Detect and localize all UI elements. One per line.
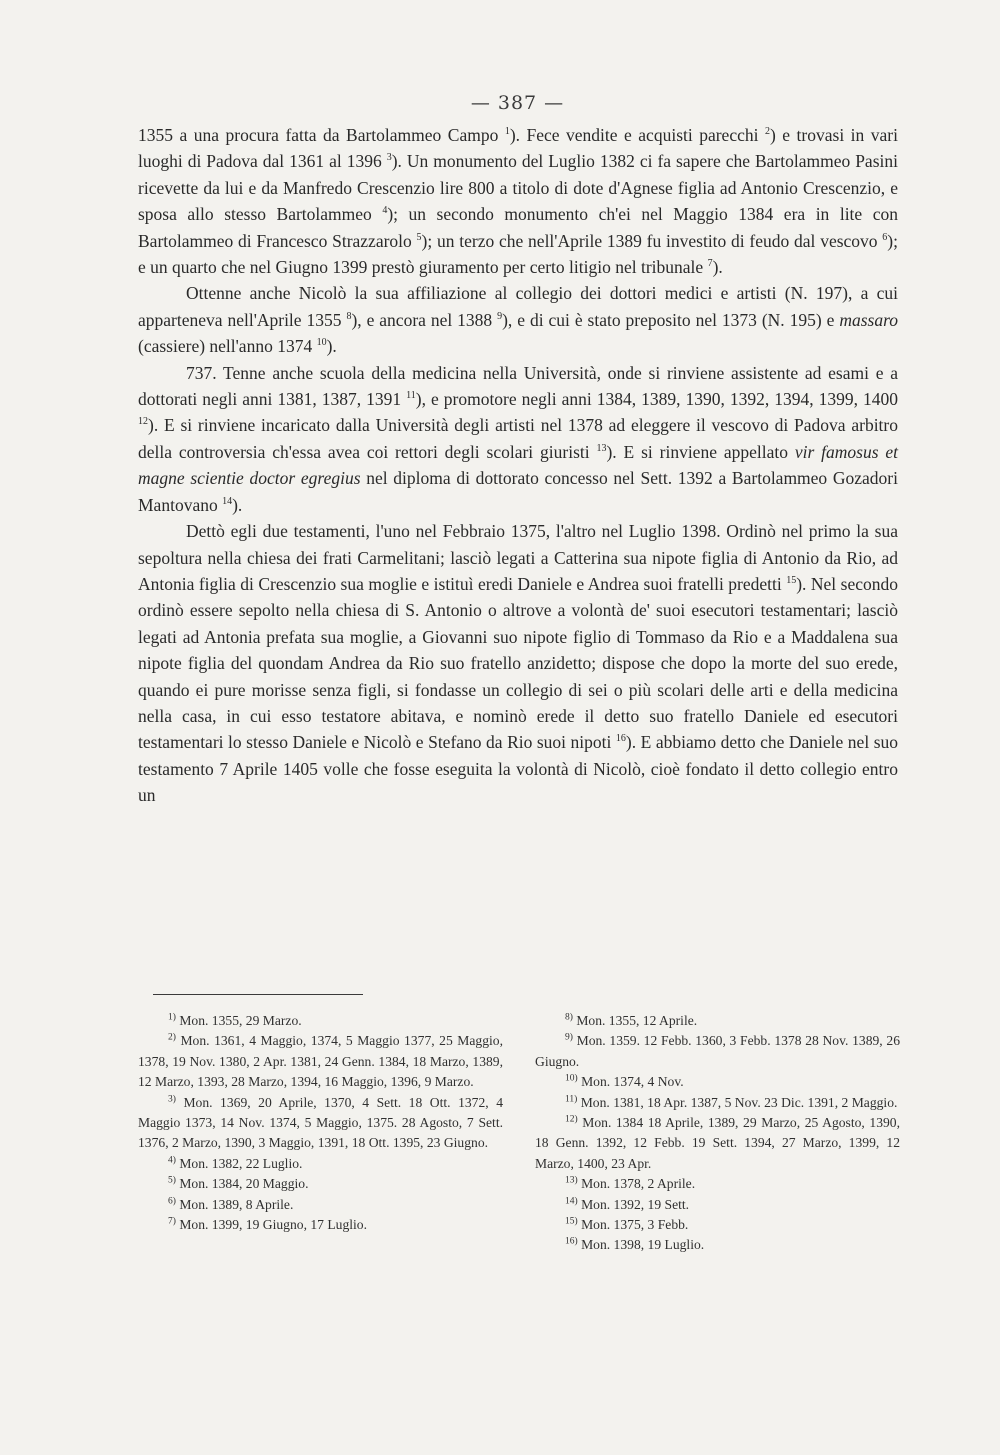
footnote-mark: 14) (565, 1196, 578, 1207)
text-run: ) e trovasi in vari luoghi di Padova dal 1361 al 1396 (138, 125, 898, 172)
text-run: ). (326, 336, 337, 357)
footnote-text: Mon. 1369, 20 Aprile, 1370, 4 Sett. 18 Ott. 1372, 4 Maggio 1373, 14 Nov. 1374, 5 Maggio, 1375. 28 Agosto, 7 Sett. 1376, 2 Marzo, 1390, 3 Maggio, 1391, 18 Ott. 1395, 23 Giugno. (138, 1094, 503, 1151)
footnote-mark: 13) (565, 1175, 578, 1186)
footnote-ref: 12 (138, 416, 148, 428)
footnote-ref: 4 (382, 205, 388, 217)
footnote-mark: 8) (565, 1012, 573, 1023)
text-run: 1355 a una procura fatta da Bartolammeo Campo (138, 125, 505, 145)
footnote-text: Mon. 1381, 18 Apr. 1387, 5 Nov. 23 Dic. 1391, 2 Maggio. (580, 1094, 898, 1110)
text-run: nel diploma di dottorato concesso nel Sett. 1392 a Bartolammeo Gozadori Mantovano (138, 468, 898, 515)
footnote-ref: 9 (497, 311, 503, 323)
footnote-ref: 3 (386, 152, 392, 164)
footnote-ref: 15 (786, 575, 797, 587)
paragraph-3 (138, 360, 898, 518)
paragraph-1 (138, 122, 898, 280)
footnote-ref: 16 (615, 733, 626, 745)
footnote-mark: 10) (565, 1073, 578, 1084)
footnote-ref: 1 (504, 126, 510, 138)
footnote-ref: 14 (222, 495, 233, 507)
footnote-text: Mon. 1399, 19 Giugno, 17 Luglio. (179, 1217, 367, 1233)
footnote-ref: 10 (316, 337, 327, 349)
footnotes-right-column (535, 1011, 900, 1256)
footnote-text: Mon. 1361, 4 Maggio, 1374, 5 Maggio 1377, 25 Maggio, 1378, 19 Nov. 1380, 2 Apr. 1381, 24 Genn. 1384, 18 Marzo, 1389, 12 Marzo, 1393, 28 Marzo, 1394, 16 Maggio, 1396, 9 Marzo. (138, 1033, 503, 1090)
text-run: ); e un quarto che nel Giugno 1399 prestò giuramento per certo litigio nel tribunale (138, 230, 898, 278)
footnote-text: Mon. 1359. 12 Febb. 1360, 3 Febb. 1378 28 Nov. 1389, 26 Giugno. (535, 1033, 900, 1069)
main-text (138, 122, 898, 809)
footnote-text: Mon. 1384 18 Aprile, 1389, 29 Marzo, 25 Agosto, 1390, 18 Genn. 1392, 12 Febb. 19 Sett. 1394, 27 Marzo, 1399, 12 Marzo, 1400, 23 Apr. (535, 1115, 900, 1171)
footnote (138, 1154, 503, 1174)
footnote-divider (153, 994, 363, 995)
footnote-text: Mon. 1355, 29 Marzo. (179, 1013, 302, 1028)
footnote-mark: 16) (565, 1236, 578, 1247)
footnote-text: Mon. 1382, 22 Luglio. (179, 1155, 303, 1171)
footnote-text: Mon. 1374, 4 Nov. (581, 1074, 684, 1090)
text-run: 737. Tenne anche scuola della medicina nella Università, onde si rinviene assistente ad esami e a dottorati negli anni 1381, 1387, 1391 (138, 362, 898, 410)
text-run: ); un terzo che nell'Aprile 1389 fu investito di feudo dal vescovo (421, 230, 883, 251)
footnote-text: Mon. 1355, 12 Aprile. (576, 1013, 698, 1028)
footnote-ref: 5 (416, 231, 422, 243)
text-run: ). Fece vendite e acquisti parecchi (509, 125, 765, 145)
text-run: ). (712, 257, 723, 278)
footnote (138, 1195, 503, 1215)
footnote (138, 1093, 503, 1154)
footnote (535, 1235, 900, 1255)
footnote-mark: 9) (565, 1032, 573, 1043)
footnote-text: Mon. 1375, 3 Febb. (581, 1217, 689, 1233)
text-run: ), e ancora nel 1388 (351, 309, 498, 330)
paragraph-4 (138, 518, 898, 808)
footnote-ref: 6 (882, 231, 888, 243)
text-run: Dettò egli due testamenti, l'uno nel Febbraio 1375, l'altro nel Luglio 1398. Ordinò nel primo la sua sepoltura nella chiesa dei frati Carmelitani; lasciò legati a Catterina sua nipote figlia di Antonio da Rio, ad Antonia figlia di Crescenzio sua moglie e istituì eredi Daniele e Andrea suoi fratelli predetti (138, 521, 898, 594)
footnote-mark: 2) (168, 1032, 176, 1043)
text-run: ). E si rinviene incaricato dalla Università degli artisti nel 1378 ad eleggere il vescovo di Padova arbitro della controversia ch'essa avea coi rettori degli scolari giuristi (138, 415, 898, 462)
text-run: ). E si rinviene appellato (606, 441, 795, 462)
text-run: ). (232, 494, 243, 515)
text-run: ); un secondo monumento ch'ei nel Maggio 1384 era in lite con Bartolammeo di Francesco Strazzarolo (138, 204, 898, 251)
footnote-text: Mon. 1389, 8 Aprile. (179, 1196, 294, 1212)
footnotes-left-column (138, 1011, 503, 1235)
footnote-mark: 5) (168, 1175, 176, 1186)
footnote-mark: 1) (168, 1012, 176, 1023)
footnote (535, 1113, 900, 1174)
text-run: ), e di cui è stato preposito nel 1373 (N. 195) e (502, 309, 840, 330)
page-number: — 387 — (470, 92, 565, 114)
footnote-mark: 4) (168, 1155, 176, 1166)
footnote (138, 1031, 503, 1092)
footnote-ref: 11 (406, 390, 416, 402)
footnote-mark: 6) (168, 1196, 176, 1207)
footnote (535, 1072, 900, 1092)
footnote-ref: 2 (764, 126, 770, 138)
text-run: ). Nel secondo ordinò essere sepolto nella chiesa di S. Antonio o altrove a volontà de' suoi esecutori testamentari; lasciò legati ad Antonia prefata sua moglie, a Giovanni suo nipote figlio di Tommaso da Rio e a Maddalena sua nipote figlia del quondam Andrea da Rio suo fratello anzidetto; dispose che dopo la morte del suo erede, quando ei pure morisse senza figli, si fondasse un collegio di sei o più scolari delle arti e della medicina nella casa, in cui esso testatore abitava, e nominò erede il detto suo fratello Daniele ed esecutori testamentari lo stesso Daniele e Nicolò e Stefano da Rio suoi nipoti (138, 573, 898, 753)
footnote (138, 1011, 503, 1031)
footnote-ref: 13 (596, 443, 607, 455)
footnote (535, 1093, 900, 1113)
footnote-text: Mon. 1398, 19 Luglio. (581, 1237, 705, 1253)
italic-quote: vir famosus et magne scientie doctor egregius (138, 441, 898, 489)
footnote-text: Mon. 1392, 19 Sett. (581, 1196, 690, 1212)
footnote-mark: 12) (565, 1114, 578, 1125)
footnote (138, 1174, 503, 1194)
footnote-ref: 7 (707, 258, 713, 270)
footnote-ref: 8 (346, 311, 352, 323)
footnote (535, 1215, 900, 1235)
text-run: (cassiere) nell'anno 1374 (138, 336, 317, 357)
footnote (535, 1174, 900, 1194)
footnote-mark: 11) (565, 1094, 578, 1105)
footnote-mark: 15) (565, 1216, 578, 1227)
italic-term: massaro (839, 309, 898, 330)
footnote-text: Mon. 1384, 20 Maggio. (179, 1176, 309, 1192)
text-run: ). Un monumento del Luglio 1382 ci fa sapere che Bartolammeo Pasini ricevette da lui e da Manfredo Crescenzio lire 800 a titolo di dote d'Agnese figlia ad Antonio Crescenzio, e sposa allo stesso Bartolammeo (138, 151, 898, 225)
footnote (535, 1011, 900, 1031)
text-run: ), e promotore negli anni 1384, 1389, 1390, 1392, 1394, 1399, 1400 (415, 389, 898, 410)
paragraph-2 (138, 280, 898, 359)
footnote-mark: 7) (168, 1216, 176, 1227)
footnote (535, 1031, 900, 1072)
footnote-mark: 3) (168, 1094, 176, 1105)
footnote (535, 1195, 900, 1215)
footnote (138, 1215, 503, 1235)
text-run: ). E abbiamo detto che Daniele nel suo testamento 7 Aprile 1405 volle che fosse eseguita la volontà di Nicolò, cioè fondato il detto collegio entro un (138, 732, 899, 806)
footnote-text: Mon. 1378, 2 Aprile. (581, 1176, 696, 1192)
text-run: Ottenne anche Nicolò la sua affiliazione al collegio dei dottori medici e artisti (N. 197), a cui apparteneva nell'Aprile 1355 (138, 283, 898, 330)
